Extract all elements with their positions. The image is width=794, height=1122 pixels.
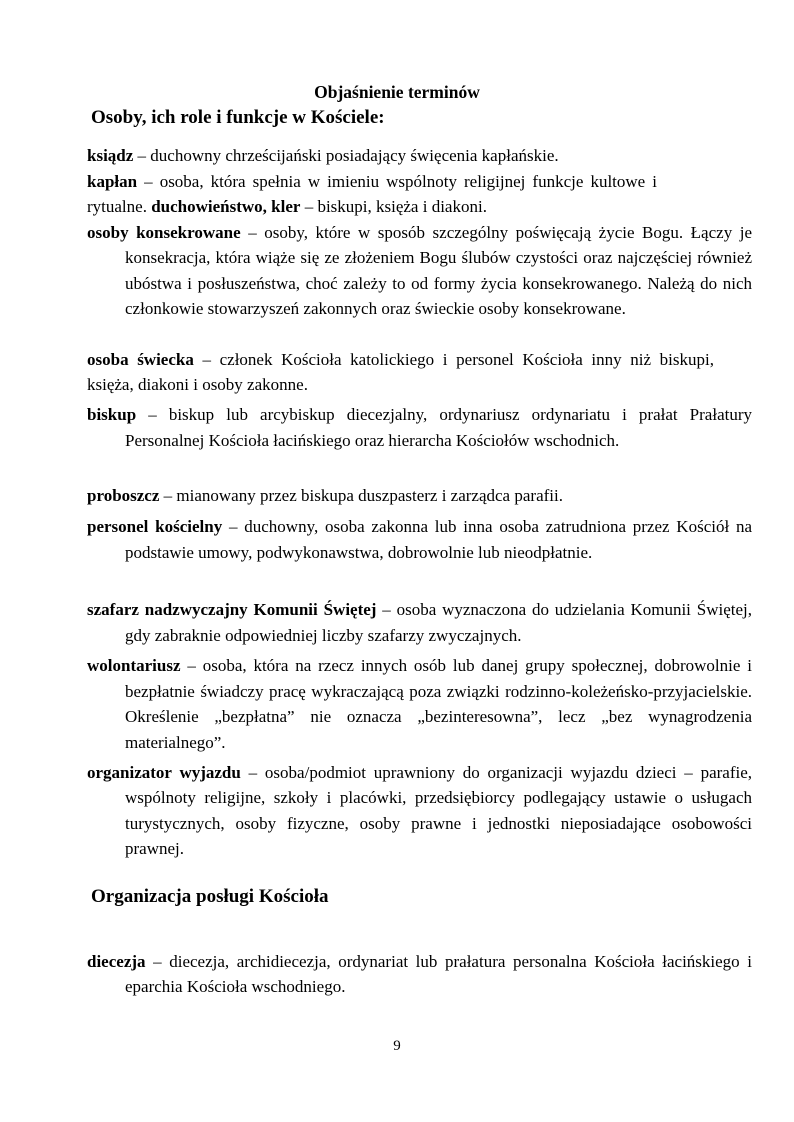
entry-term: ksiądz	[87, 146, 134, 165]
entry-term: proboszcz	[87, 485, 160, 505]
entry-term: personel kościelny	[87, 517, 223, 536]
entry-definition: – duchowny, osoba zakonna lub inna osoba zatrudniona przez Kościół na podstawie umowy, podwykonawstwa, dobrowolnie lub nieodpłatnie.	[125, 517, 753, 562]
entry-definition: – osoba, która na rzecz innych osób lub danej grupy społecznej, dobrowolnie i bezpłatnie świadczy pracę wykraczającą poza związki rodzinno-koleżeńsko-przyjacielskie. Określenie „bezpłatna” nie oznacza „bezinteresowna”, lecz „bez wynagrodzenia materialnego”.	[125, 656, 752, 752]
entry-definition: – osoba wyznaczona do udzielania Komunii Świętej, gdy zabraknie odpowiedniej liczby szafarzy zwyczajnych.	[125, 600, 752, 645]
glossary-entry-ksiadz	[87, 143, 714, 169]
entry-term: organizator wyjazdu	[87, 762, 241, 782]
entry-term: osoba świecka	[87, 349, 194, 369]
entry-term: osoby konsekrowane	[87, 222, 241, 242]
entry-term: kapłan	[87, 171, 138, 191]
glossary-entry-osoba-swiecka	[87, 347, 714, 398]
entry-definition: – osoba/podmiot uprawniony do organizacji wyjazdu dzieci – parafie, wspólnoty religijne, szkoły i placówki, przedsiębiorcy podlegający ustawie o usługach turystycznych, osoby fizyczne, osoby prawne i jednostki nieposiadające osobowości prawnej.	[125, 762, 753, 858]
entry-definition: – członek Kościoła katolickiego i personel Kościoła inny niż biskupi, księża, diakoni i osoby zakonne.	[87, 349, 714, 394]
section-heading-organization: Organizacja posługi Kościoła	[91, 886, 329, 907]
section-heading-persons: Osoby, ich role i funkcje w Kościele:	[91, 107, 385, 128]
glossary-entry-wolontariusz	[87, 653, 752, 755]
glossary-entry-kaplan	[87, 169, 657, 220]
glossary-entry-biskup	[87, 402, 752, 453]
entry-term: duchowieństwo, kler	[151, 197, 301, 216]
glossary-entry-proboszcz	[87, 483, 714, 509]
page-title: Objaśnienie terminów	[314, 82, 480, 102]
entry-term: szafarz nadzwyczajny Komunii Świętej	[87, 600, 377, 619]
glossary-entry-personel-koscielny	[87, 514, 752, 565]
glossary-entry-szafarz	[87, 597, 752, 648]
entry-definition: – osoba, która spełnia w imieniu wspólnoty religijnej funkcje kultowe i rytualne.	[87, 171, 657, 216]
entry-term: wolontariusz	[87, 656, 181, 675]
entry-definition: – osoby, które w sposób szczególny poświęcają życie Bogu. Łączy je konsekracja, która wiąże się ze złożeniem Bogu ślubów czystości oraz najczęściej również ubóstwa i posłuszeństwa, choć zależy to od formy życia konsekrowanego. Należą do nich członkowie stowarzyszeń zakonnych oraz świeckie osoby konsekrowane.	[125, 222, 752, 318]
entry-definition: – biskup lub arcybiskup diecezjalny, ordynariusz ordynariatu i prałat Prałatury Personalnej Kościoła łacińskiego oraz hierarcha Kościołów wschodnich.	[125, 405, 752, 450]
entry-definition: – duchowny chrześcijański posiadający święcenia kapłańskie.	[133, 146, 559, 165]
entry-definition: – diecezja, archidiecezja, ordynariat lub prałatura personalna Kościoła łacińskiego i eparchia Kościoła wschodniego.	[125, 951, 752, 996]
entry-definition: – biskupi, księża i diakoni.	[300, 197, 487, 216]
entry-term: biskup	[87, 405, 137, 424]
glossary-entry-osoby-konsekrowane	[87, 220, 752, 322]
entry-term: diecezja	[87, 951, 146, 971]
glossary-entry-diecezja	[87, 949, 752, 1000]
page-number: 9	[393, 1038, 401, 1054]
entry-definition: – mianowany przez biskupa duszpasterz i zarządca parafii.	[159, 485, 563, 505]
glossary-entry-organizator-wyjazdu	[87, 760, 752, 862]
